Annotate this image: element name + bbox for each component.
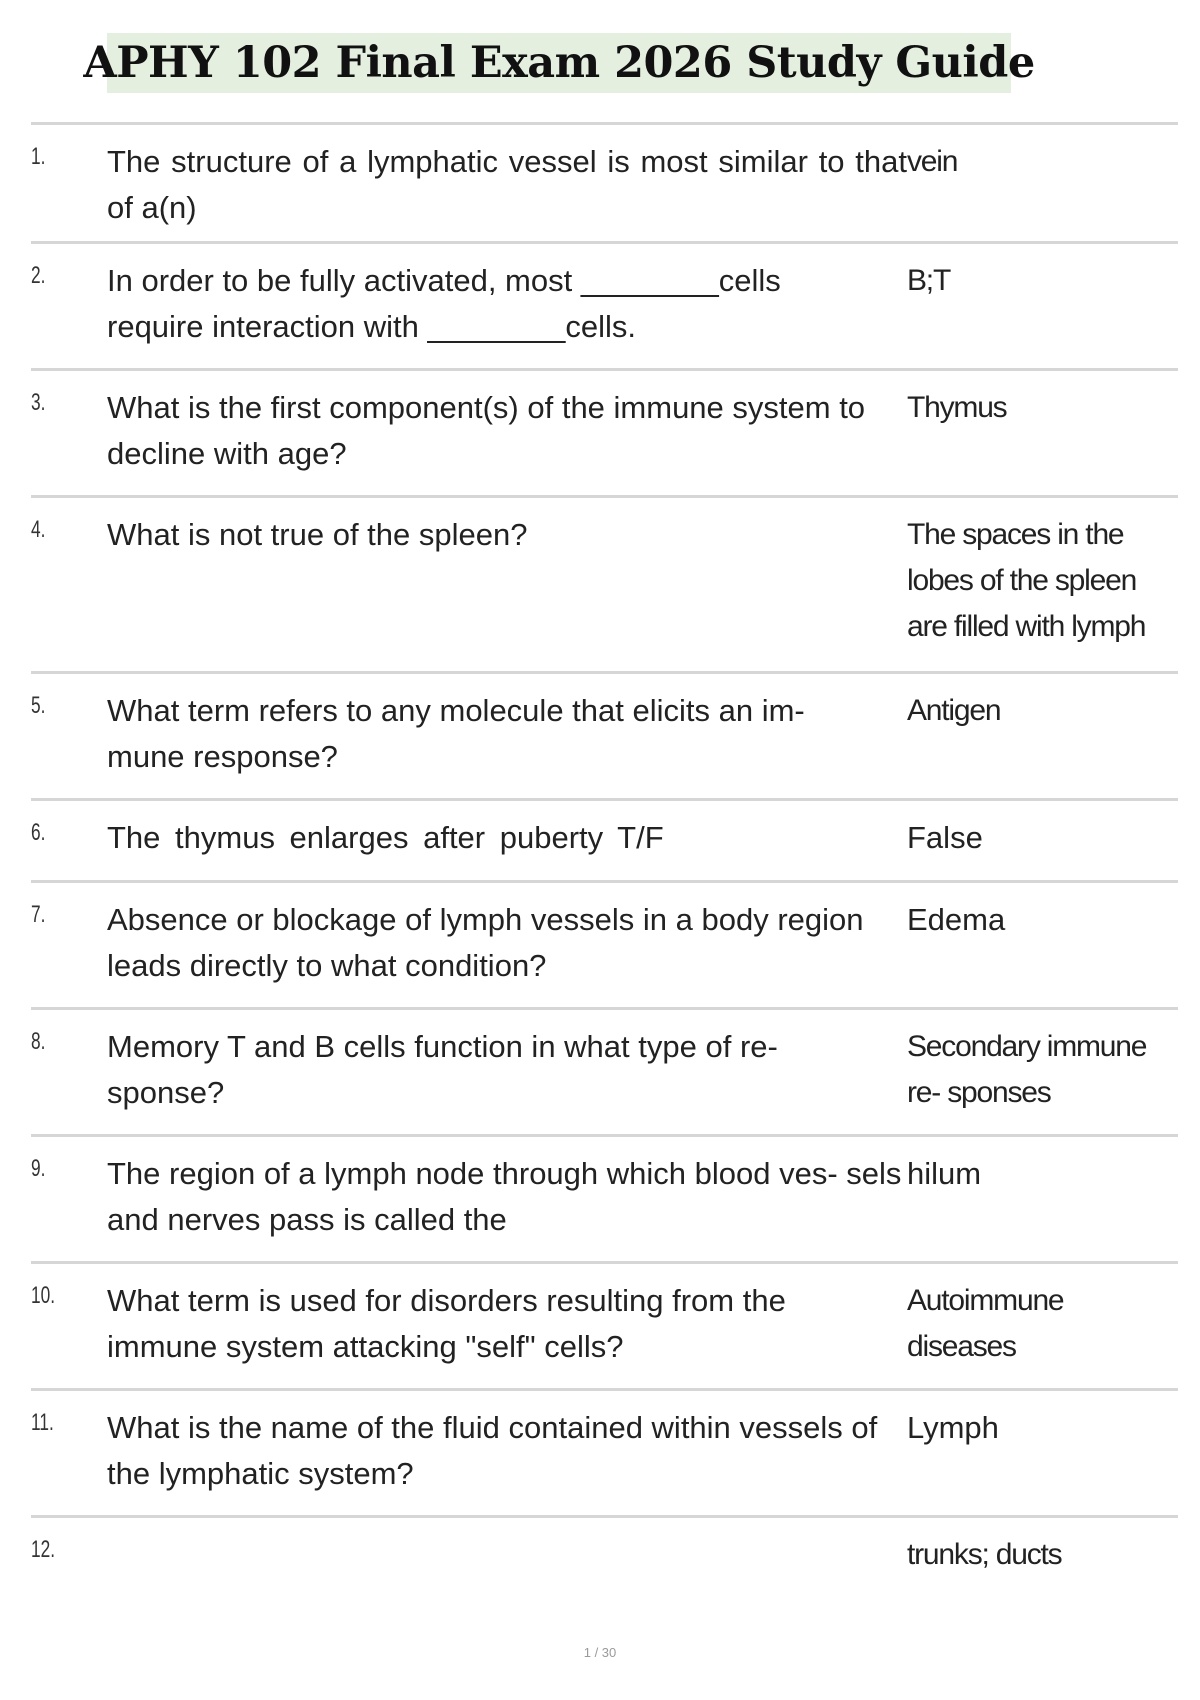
answer-text: Lymph [907, 1410, 999, 1445]
qa-list [31, 122, 1178, 1605]
question-number: 1. [31, 143, 46, 170]
answer-text: hilum [907, 1156, 982, 1191]
question-number: 12. [31, 1536, 56, 1563]
answer-text: Antigen [907, 694, 1001, 727]
qa-row [31, 1515, 1178, 1605]
question-number: 10. [31, 1282, 56, 1309]
question-text: What is the name of the fluid contained within vessels of the lymphatic system? [107, 1410, 878, 1491]
question-text: What is the first component(s) of the immune system to decline with age? [107, 390, 866, 471]
question-number: 11. [31, 1409, 54, 1436]
answer-text: trunks; ducts [907, 1538, 1062, 1571]
question-text: In order to be fully activated, most ________cells require interaction with ________cells. [107, 263, 781, 344]
question-text: The thymus enlarges after puberty T/F [107, 820, 664, 855]
page-number: 1 / 30 [583, 1645, 617, 1660]
question-text: The structure of a lymphatic vessel is most similar to that of a(n) [107, 144, 907, 225]
qa-row [31, 122, 1178, 241]
answer-text: Secondary immune re- sponses [907, 1030, 1147, 1109]
question-number: 5. [31, 692, 46, 719]
question-text: What term is used for disorders resulting from the immune system attacking "self" cells? [107, 1283, 786, 1364]
question-number: 8. [31, 1028, 46, 1055]
answer-text: The spaces in the lobes of the spleen are filled with lymph [907, 518, 1146, 643]
answer-text: Edema [907, 902, 1006, 937]
question-number: 3. [31, 389, 46, 416]
qa-row [31, 671, 1178, 798]
question-text: What term refers to any molecule that elicits an im- mune response? [107, 693, 805, 774]
question-text: The region of a lymph node through which blood ves- sels and nerves pass is called the [107, 1156, 902, 1237]
answer-text: vein [907, 145, 958, 178]
question-number: 4. [31, 516, 46, 543]
question-text: Memory T and B cells function in what type of re- sponse? [107, 1029, 778, 1110]
qa-row [31, 1007, 1178, 1134]
question-text: What is not true of the spleen? [107, 517, 528, 552]
qa-row [31, 241, 1178, 368]
qa-row [31, 495, 1178, 671]
answer-text: Autoimmune diseases [907, 1284, 1064, 1363]
question-number: 2. [31, 262, 46, 289]
answer-text: False [907, 820, 983, 855]
qa-row [31, 798, 1178, 880]
page-title: APHY 102 Final Exam 2026 Study Guide [83, 38, 1035, 88]
title-banner [83, 33, 1035, 93]
question-number: 6. [31, 819, 46, 846]
qa-row [31, 368, 1178, 495]
answer-text: B;T [907, 264, 951, 297]
qa-row [31, 1261, 1178, 1388]
question-number: 7. [31, 901, 46, 928]
question-text: Absence or blockage of lymph vessels in a body region leads directly to what condition? [107, 902, 864, 983]
answer-text: Thymus [907, 391, 1007, 424]
qa-row [31, 1388, 1178, 1515]
qa-row [31, 1134, 1178, 1261]
qa-row [31, 880, 1178, 1007]
question-number: 9. [31, 1155, 46, 1182]
